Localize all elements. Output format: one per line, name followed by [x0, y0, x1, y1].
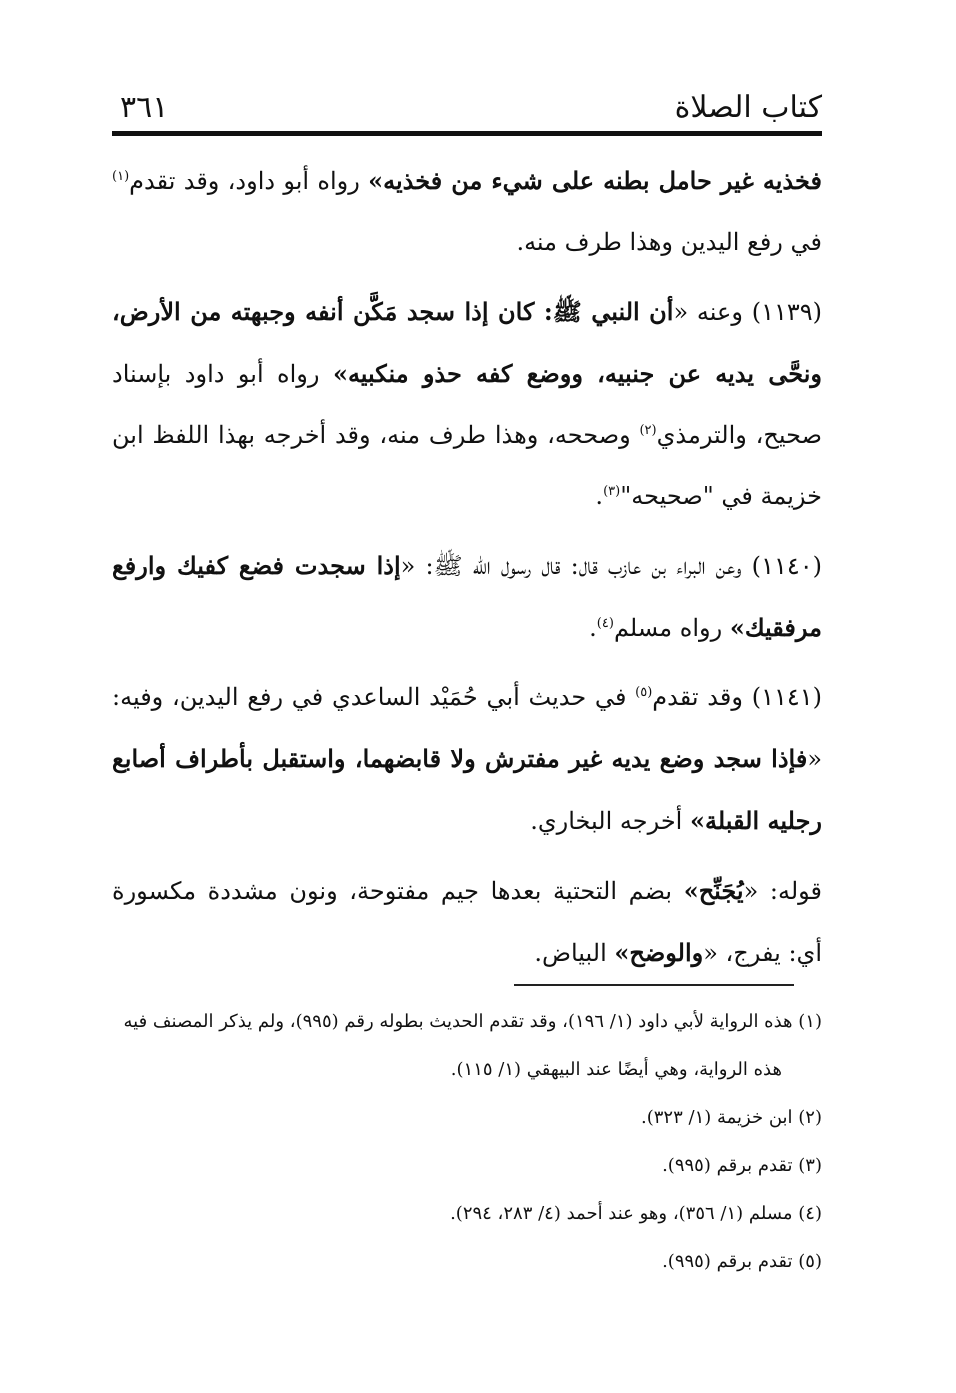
hadith-number: (١١٤١) وقد تقدم — [652, 683, 823, 711]
commentary-text: في رفع اليدين وهذا طرف منه. — [516, 228, 822, 256]
hadith-text: فإذا سجد وضع يديه غير مفترش ولا قابضهما، واستقبل بأطراف أصابع رجليه القبلة» — [112, 744, 822, 835]
commentary-text: رواه أبو داود، وقد تقدم — [129, 167, 369, 195]
footnote-3: (٣) تقدم برقم (٩٩٥). — [662, 1155, 822, 1176]
footnote-2: (٢) ابن خزيمة (١/ ٣٢٣). — [641, 1107, 822, 1128]
paragraph-1139 — [112, 281, 822, 527]
paragraph-1140 — [112, 535, 822, 659]
sentence-end: . — [589, 614, 597, 642]
commentary-text: رواه أبو داود بإسناد صحيح، والترمذي — [112, 360, 822, 449]
gloss-text: بضم التحتية بعدها جيم مفتوحة، ونون مشددة مكسورة أي: يفرج، « — [112, 877, 822, 967]
hadith-number: (١١٤٠) وعن البراء بن عازب قال: قال رسول الله ﷺ: « — [400, 552, 822, 580]
header-rule — [112, 131, 822, 136]
running-title: كتاب الصلاة — [674, 90, 822, 125]
gloss-term: والوضح» — [614, 938, 704, 967]
paragraph-1 — [112, 150, 822, 273]
hadith-text: إذا سجدت فضع كفيك وارفع مرفقيك» — [112, 551, 822, 642]
footnote-1-continued: هذه الرواية، وهي أيضًا عند البيهقي (١/ ١١٥). — [450, 1059, 782, 1080]
commentary-text: في حديث أبي حُمَيْد الساعدي في رفع اليدين، وفيه: « — [112, 683, 822, 773]
footnote-1: (١) هذه الرواية لأبي داود (١/ ١٩٦)، وقد تقدم الحديث بطوله رقم (٩٩٥)، ولم يذكر المصنف فيه — [123, 1011, 822, 1032]
paragraph-gloss — [112, 860, 822, 984]
footnote-5: (٥) تقدم برقم (٩٩٥). — [662, 1251, 822, 1272]
footnote-ref-3: (٣) — [603, 484, 621, 499]
commentary-text: أخرجه البخاري. — [530, 807, 690, 835]
hadith-text: فخذيه غير حامل بطنه على شيء من فخذيه» — [368, 166, 822, 195]
page-number: ٣٦١ — [120, 90, 169, 125]
footnote-4: (٤) مسلم (١/ ٣٥٦)، وهو عند أحمد (٤/ ٢٨٣، ٢٩٤). — [450, 1203, 822, 1224]
commentary-text: رواه مسلم — [613, 614, 730, 642]
footnotes — [112, 998, 822, 1286]
gloss-text: البياض. — [534, 939, 615, 967]
paragraph-1141 — [112, 667, 822, 852]
footnote-ref-1: (١) — [112, 169, 130, 184]
page-header — [112, 86, 822, 134]
gloss-lead: قوله: « — [743, 877, 822, 905]
commentary-text: وصححه، وهذا طرف منه، وقد أخرجه بهذا اللفظ ابن خزيمة في "صحيحه" — [112, 421, 822, 510]
sentence-end: . — [595, 482, 604, 510]
footnote-ref-5: (٥) — [635, 685, 653, 700]
footnote-ref-4: (٤) — [596, 616, 614, 631]
hadith-text: أن النبي ﷺ: كان إذا سجد مَكَّن أنفه وجبهته من الأرض، ونحَّى يديه عن جنبيه، ووضع كفه حذو منكبيه» — [112, 297, 822, 388]
hadith-number: (١١٣٩) وعنه « — [673, 298, 822, 326]
footnote-separator — [514, 984, 794, 986]
footnote-ref-2: (٢) — [639, 423, 657, 438]
gloss-term: يُجَنِّح» — [683, 876, 744, 905]
main-text — [112, 150, 822, 992]
